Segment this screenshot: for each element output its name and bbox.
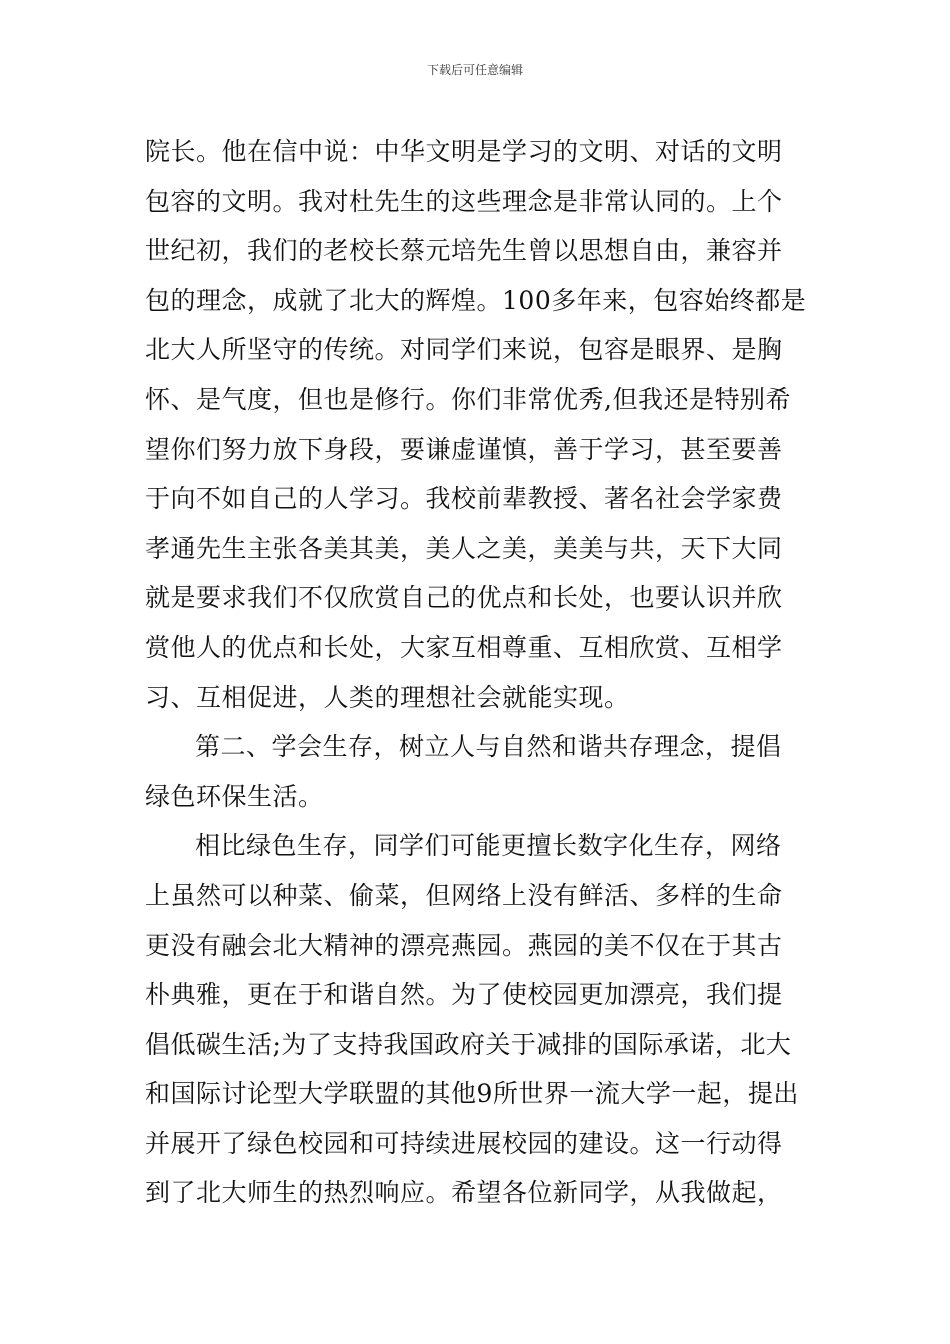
page-header: 下载后可任意编辑 bbox=[426, 63, 523, 77]
text-line: 绿色环保生活。 bbox=[145, 781, 324, 811]
document-body bbox=[145, 127, 810, 1218]
text-line: 怀、是气度，但也是修行。你们非常优秀,但我还是特别希 bbox=[145, 384, 791, 414]
text-line: 包的理念，成就了北大的辉煌。100多年来，包容始终都是 bbox=[145, 285, 807, 315]
text-line: 并展开了绿色校园和可持续进展校园的建设。这一行动得 bbox=[145, 1128, 783, 1158]
text-line: 就是要求我们不仅欣赏自己的优点和长处，也要认识并欣 bbox=[145, 583, 783, 613]
text-line: 院长。他在信中说：中华文明是学习的文明、对话的文明 bbox=[145, 137, 783, 166]
text-line: 倡低碳生活;为了支持我国政府关于减排的国际承诺，北大 bbox=[145, 1029, 792, 1059]
text-line: 朴典雅，更在于和谐自然。为了使校园更加漂亮，我们提 bbox=[145, 980, 783, 1010]
text-line: 到了北大师生的热烈响应。希望各位新同学，从我做起， bbox=[145, 1178, 783, 1208]
text-line: 望你们努力放下身段，要谦虚谨慎，善于学习，甚至要善 bbox=[145, 434, 783, 464]
text-line: 北大人所坚守的传统。对同学们来说，包容是眼界、是胸 bbox=[145, 335, 783, 365]
text-line: 更没有融会北大精神的漂亮燕园。燕园的美不仅在于其古 bbox=[145, 930, 783, 960]
text-line: 上虽然可以种菜、偷菜，但网络上没有鲜活、多样的生命 bbox=[145, 880, 783, 910]
text-line: 习、互相促进，人类的理想社会就能实现。 bbox=[145, 682, 630, 712]
paragraph-start-line: 第二、学会生存，树立人与自然和谐共存理念，提倡 bbox=[195, 732, 782, 762]
text-line: 赏他人的优点和长处，大家互相尊重、互相欣赏、互相学 bbox=[145, 632, 783, 662]
text-line: 于向不如自己的人学习。我校前辈教授、著名社会学家费 bbox=[145, 484, 783, 514]
text-line: 包容的文明。我对杜先生的这些理念是非常认同的。上个 bbox=[145, 186, 783, 216]
text-line: 世纪初，我们的老校长蔡元培先生曾以思想自由，兼容并 bbox=[145, 236, 783, 266]
text-line: 孝通先生主张各美其美，美人之美，美美与共，天下大同 bbox=[145, 533, 783, 563]
text-line: 和国际讨论型大学联盟的其他9所世界一流大学一起，提出 bbox=[145, 1079, 799, 1109]
paragraph-start-line: 相比绿色生存，同学们可能更擅长数字化生存，网络 bbox=[195, 831, 782, 861]
